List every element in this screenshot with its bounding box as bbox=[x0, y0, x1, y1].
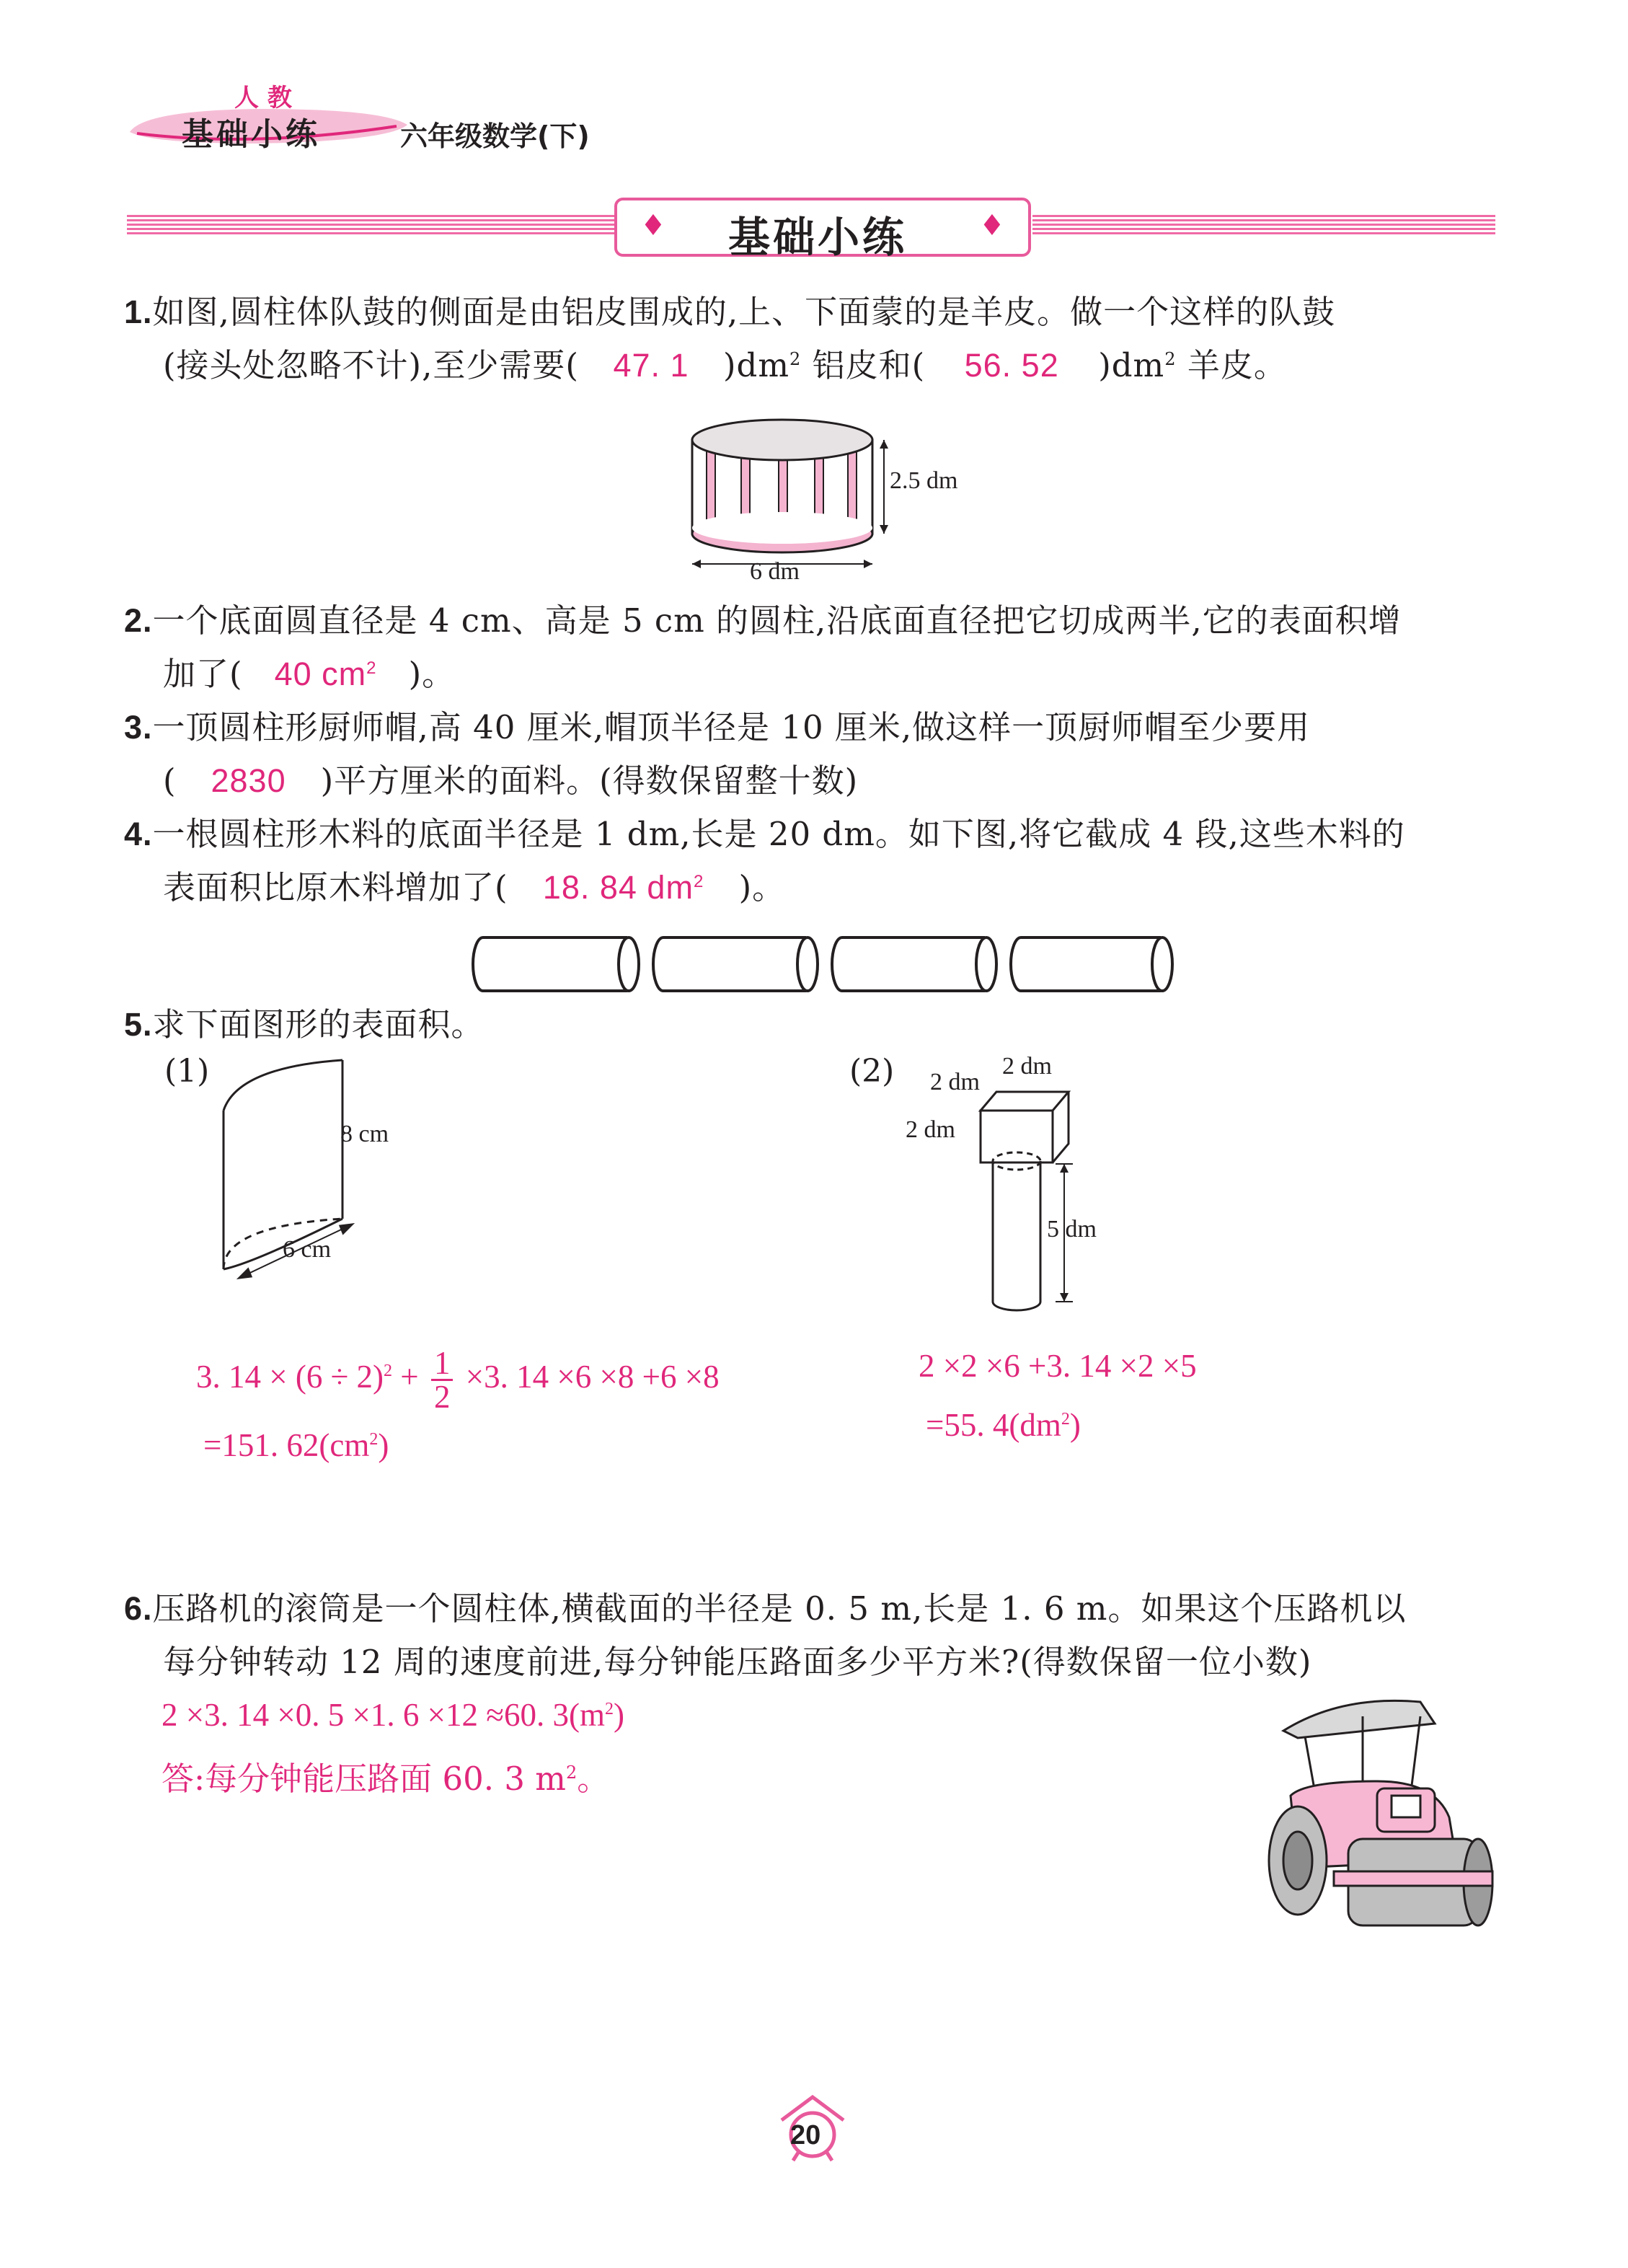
q6-calculation: 2 ×3. 14 ×0. 5 ×1. 6 ×12 ≈60. $3(m^2)$ bbox=[162, 1697, 624, 1733]
question-text: 铝皮和( bbox=[812, 346, 926, 384]
question-text: 压路机的滚筒是一个圆柱体,横截面的半径是 0. 5 m,长是 1. 6 m。如果这个压路机以 bbox=[152, 1589, 1407, 1628]
cube-top-label: 2 dm bbox=[1002, 1053, 1052, 1080]
cube-on-cylinder-figure bbox=[966, 1082, 1110, 1320]
question-text: 羊皮。 bbox=[1187, 346, 1287, 384]
cube-side-label: 2 dm bbox=[930, 1069, 980, 1095]
part-2-label: (2) bbox=[849, 1053, 895, 1090]
question-text: 表面积比原木料增加了( bbox=[163, 868, 508, 906]
answer-blank[interactable]: 2830 bbox=[211, 762, 286, 799]
header-series: 基础小练 bbox=[182, 116, 320, 153]
question-text: )。 bbox=[408, 655, 456, 693]
question-text: ( bbox=[163, 762, 177, 800]
question-text: 求下面图形的表面积。 bbox=[152, 1005, 485, 1043]
question-text: 如图,圆柱体队鼓的侧面是由铝皮围成的,上、下面蒙的是羊皮。做一个这样的队鼓 bbox=[152, 293, 1336, 331]
header-edition: 人 教 bbox=[234, 84, 292, 112]
part-1-calculation: 3. $14 \times (6 \div 2)^2$ + $\frac{1}{2}$ ×3. 14 ×6 ×8 +6 ×8 bbox=[196, 1345, 720, 1415]
question-text: 加了( bbox=[163, 655, 243, 693]
question-text: 每分钟转动 12 周的速度前进,每分钟能压路面多少平方米?(得数保留一位小数) bbox=[163, 1643, 1312, 1681]
header-book: 六年级数学(下) bbox=[400, 120, 590, 152]
drum-width-label: 6 dm bbox=[750, 558, 800, 585]
part-2-result: =55. $4(dm^2)$ bbox=[926, 1407, 1081, 1443]
part-1-label: (1) bbox=[164, 1053, 210, 1090]
question-number: 3. bbox=[124, 709, 153, 746]
question-text: )dm bbox=[722, 346, 790, 384]
question-number: 5. bbox=[124, 1006, 153, 1043]
road-roller-illustration bbox=[1255, 1687, 1500, 1947]
banner-rule-left bbox=[127, 215, 617, 237]
banner-left-mark: ♦ bbox=[640, 209, 666, 242]
part-2-calculation: 2 ×2 ×6 +3. 14 ×2 ×5 bbox=[919, 1348, 1197, 1384]
answer-blank[interactable]: 56. 52 bbox=[964, 347, 1059, 384]
question-text: 一个底面圆直径是 4 cm、高是 5 cm 的圆柱,沿底面直径把它切成两半,它的表面积增 bbox=[152, 601, 1402, 640]
question-number: 2. bbox=[124, 602, 153, 639]
question-number: 4. bbox=[124, 816, 153, 852]
answer-blank[interactable]: 47. 1 bbox=[613, 347, 689, 384]
page-number: 20 bbox=[790, 2120, 821, 2150]
banner-rule-right bbox=[1032, 215, 1495, 237]
fraction: $\frac{1}{2}$ bbox=[431, 1347, 454, 1413]
question-number: 1. bbox=[124, 294, 153, 330]
question-text: )dm bbox=[1098, 346, 1165, 384]
half-cylinder-height-label: 8 cm bbox=[340, 1121, 389, 1147]
half-cylinder-width-label: 6 cm bbox=[283, 1236, 332, 1263]
cylinder-height-label: 5 dm bbox=[1047, 1216, 1097, 1243]
q6-answer: 答:每分钟能压路面 60. 3 $m^2$。 bbox=[162, 1760, 610, 1798]
logs-figure bbox=[469, 925, 1182, 1004]
question-text: )平方厘米的面料。(得数保留整十数) bbox=[320, 762, 859, 800]
cube-left-label: 2 dm bbox=[906, 1116, 955, 1143]
drum-figure bbox=[678, 404, 1024, 591]
question-number: 6. bbox=[124, 1590, 153, 1627]
section-title: 基础小练 bbox=[728, 213, 908, 262]
answer-blank[interactable]: 40 $cm^2$ bbox=[274, 656, 377, 692]
question-text: 一顶圆柱形厨师帽,高 40 厘米,帽顶半径是 10 厘米,做这样一顶厨师帽至少要用 bbox=[152, 708, 1311, 746]
question-text: (接头处忽略不计),至少需要( bbox=[163, 346, 579, 384]
banner-right-mark: ♦ bbox=[979, 209, 1005, 242]
question-text: 一根圆柱形木料的底面半径是 1 dm,长是 20 dm。如下图,将它截成 4 段,这些木料的 bbox=[152, 815, 1405, 853]
part-1-result: =151. $62(cm^2)$ bbox=[203, 1427, 389, 1463]
drum-height-label: 2.5 dm bbox=[890, 467, 958, 494]
answer-blank[interactable]: 18. 84 $dm^2$ bbox=[542, 869, 704, 906]
question-text: )。 bbox=[738, 868, 786, 906]
